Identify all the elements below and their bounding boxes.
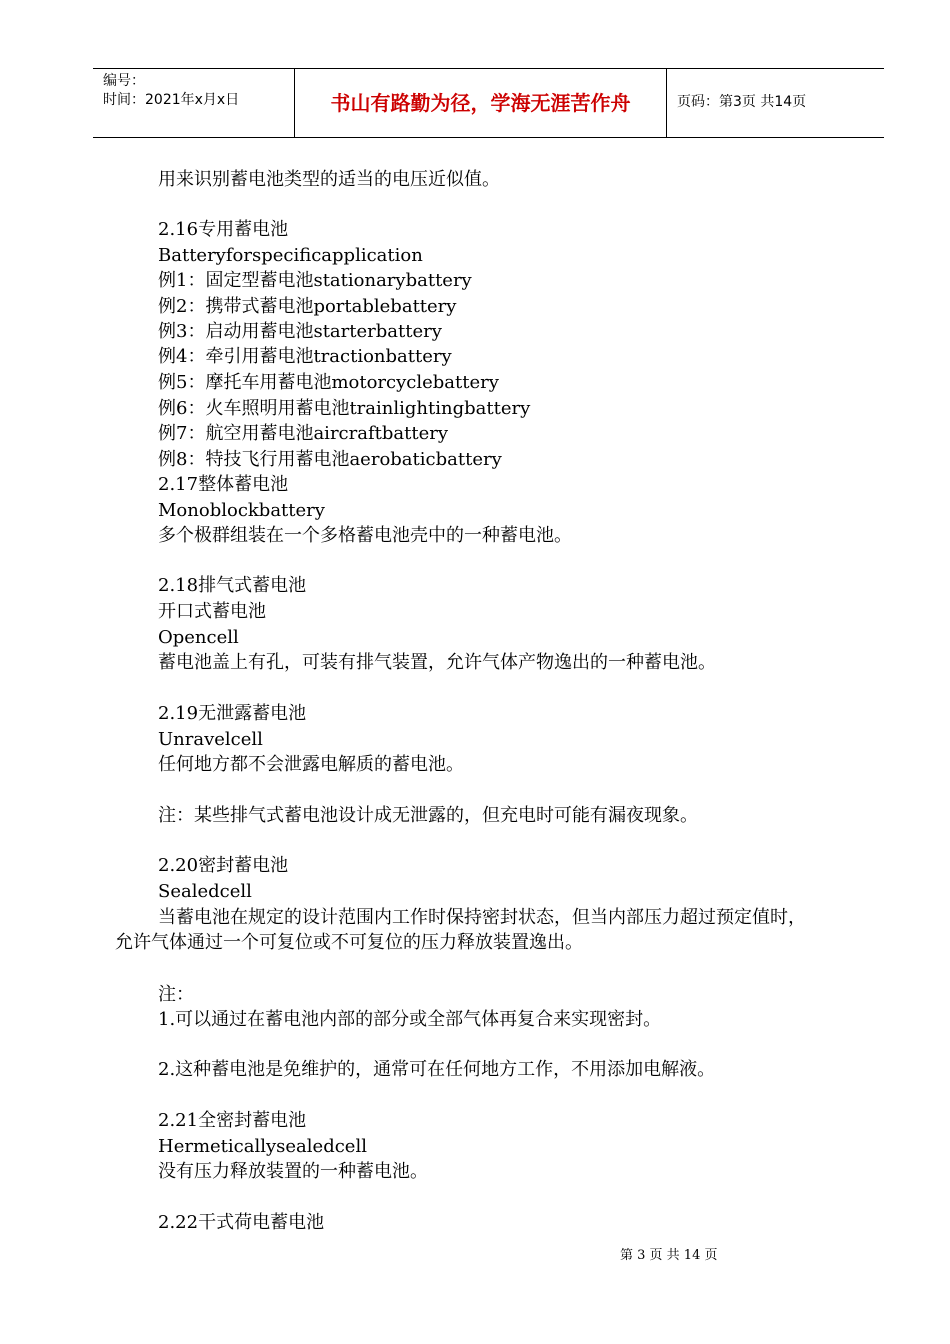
note-label: 注： xyxy=(158,984,194,1005)
alias-term: 开口式蓄电池 xyxy=(158,601,266,622)
body-line: 当蓄电池在规定的设计范围内工作时保持密封状态，但当内部压力超过预定值时， xyxy=(158,907,806,928)
body-line: 用来识别蓄电池类型的适当的电压近似值。 xyxy=(158,169,500,190)
note-line: 注：某些排气式蓄电池设计成无泄露的，但充电时可能有漏夜现象。 xyxy=(158,805,698,826)
header-page-info: 页码：第3页 共14页 xyxy=(677,94,807,110)
body-line: 蓄电池盖上有孔，可装有排气装置，允许气体产物逸出的一种蓄电池。 xyxy=(158,652,716,673)
section-heading: 2.19无泄露蓄电池 xyxy=(158,703,307,724)
header-motto: 书山有路勤为径，学海无涯苦作舟 xyxy=(330,91,631,115)
example-line: 例6：火车照明用蓄电池trainlightingbattery xyxy=(158,398,531,419)
document-time-label: 时间：2021年x月x日 xyxy=(103,92,240,108)
body-line: 多个极群组装在一个多格蓄电池壳中的一种蓄电池。 xyxy=(158,525,572,546)
section-heading: 2.18排气式蓄电池 xyxy=(158,575,307,596)
note-item: 2.这种蓄电池是免维护的，通常可在任何地方工作，不用添加电解液。 xyxy=(158,1059,716,1080)
example-line: 例3：启动用蓄电池starterbattery xyxy=(158,321,442,342)
note-item: 1.可以通过在蓄电池内部的部分或全部气体再复合来实现密封。 xyxy=(158,1009,662,1030)
example-line: 例1：固定型蓄电池stationarybattery xyxy=(158,270,472,291)
section-heading: 2.20密封蓄电池 xyxy=(158,855,289,876)
example-line: 例5：摩托车用蓄电池motorcyclebattery xyxy=(158,372,499,393)
body-line: 任何地方都不会泄露电解质的蓄电池。 xyxy=(158,754,464,775)
english-term: Unravelcell xyxy=(158,729,263,750)
section-heading: 2.22干式荷电蓄电池 xyxy=(158,1212,325,1233)
page-footer: 第 3 页 共 14 页 xyxy=(620,1248,718,1263)
example-line: 例7：航空用蓄电池aircraftbattery xyxy=(158,423,449,444)
example-line: 例4：牵引用蓄电池tractionbattery xyxy=(158,346,452,367)
english-term: Hermeticallysealedcell xyxy=(158,1136,367,1157)
section-heading: 2.21全密封蓄电池 xyxy=(158,1110,307,1131)
english-term: Sealedcell xyxy=(158,881,252,902)
example-line: 例8：特技飞行用蓄电池aerobaticbattery xyxy=(158,449,502,470)
english-term: Opencell xyxy=(158,627,239,648)
body-line: 没有压力释放装置的一种蓄电池。 xyxy=(158,1161,428,1182)
document-number-label: 编号： xyxy=(103,73,145,89)
section-heading: 2.17整体蓄电池 xyxy=(158,474,289,495)
example-line: 例2：携带式蓄电池portablebattery xyxy=(158,296,457,317)
english-term: Batteryforspecificapplication xyxy=(158,245,423,266)
page-header xyxy=(93,68,884,138)
section-heading: 2.16专用蓄电池 xyxy=(158,219,289,240)
header-motto-cell xyxy=(295,69,667,137)
english-term: Monoblockbattery xyxy=(158,500,325,521)
body-line-continued: 允许气体通过一个可复位或不可复位的压力释放装置逸出。 xyxy=(115,932,583,953)
header-page-cell xyxy=(667,69,884,137)
header-meta-cell xyxy=(93,69,295,137)
